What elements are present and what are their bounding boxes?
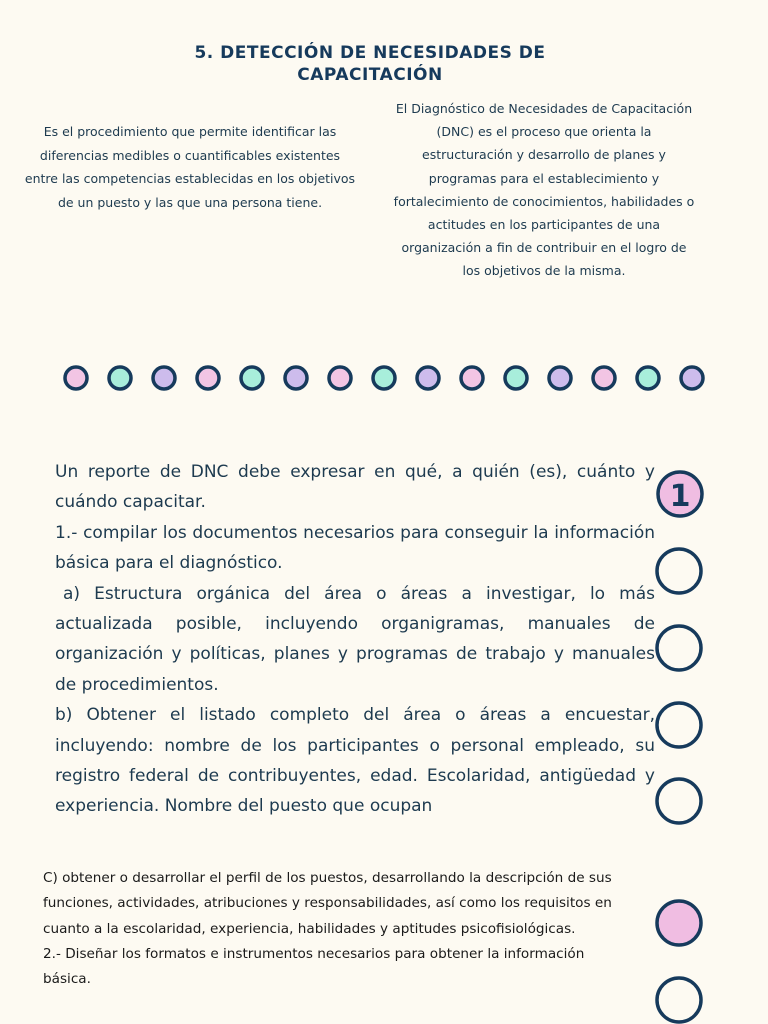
step-2-paragraph: 2.- Diseñar los formatos e instrumentos necesarios para obtener la información básica.: [43, 945, 585, 988]
decorative-dot: [417, 367, 439, 389]
lower-circle-column: [652, 895, 712, 1024]
intro-paragraph: Un reporte de DNC debe expresar en qué, a quién (es), cuánto y cuándo capacitar.: [55, 462, 655, 513]
decorative-dot: [681, 367, 703, 389]
outline-circle: [657, 978, 701, 1022]
decorative-dot: [549, 367, 571, 389]
decorative-dot: [505, 367, 527, 389]
decorative-dot-row: [0, 358, 768, 398]
page-title: 5. DETECCIÓN DE NECESIDADES DE CAPACITACIÓN: [194, 43, 546, 85]
badge-number: 1: [669, 479, 691, 514]
decorative-dot: [65, 367, 87, 389]
definition-left: Es el procedimiento que permite identificar las diferencias medibles o cuantificables existentes entre las competencias establecidas en los objetivos de un puesto y las que una persona tiene.: [24, 124, 356, 210]
item-a-paragraph: a) Estructura orgánica del área o áreas a investigar, lo más actualizada posible, incluyendo organigramas, manuales de organización y políticas, planes y programas de trabajo y manuales de procedimientos.: [55, 583, 655, 695]
outline-circle: [657, 549, 701, 593]
outline-circle: [657, 626, 701, 670]
outline-circle: [657, 703, 701, 747]
decorative-dot: [329, 367, 351, 389]
filled-circle: [657, 901, 701, 945]
definition-right: El Diagnóstico de Necesidades de Capacitación (DNC) es el proceso que orienta la estructuración y desarrollo de planes y programas para el establecimiento y fortalecimiento de conocimientos, habilidades o actitudes en los participantes de una organización a fin de contribuir en el logro de los objetivos de la misma.: [393, 101, 695, 279]
side-circle-column: [652, 462, 712, 842]
decorative-dot: [593, 367, 615, 389]
outline-circle: [657, 779, 701, 823]
decorative-dot: [285, 367, 307, 389]
dnc-report-section: [55, 457, 655, 822]
item-c-paragraph: C) obtener o desarrollar el perfil de los puestos, desarrollando la descripción de sus funciones, actividades, atribuciones y responsabilidades, así como los requisitos en cuanto a la escolaridad, experiencia, habilidades y aptitudes psicofisiológicas.: [43, 870, 612, 937]
decorative-dot: [153, 367, 175, 389]
decorative-dot: [637, 367, 659, 389]
lower-section: [43, 866, 633, 992]
decorative-dot: [109, 367, 131, 389]
step-1-paragraph: 1.- compilar los documentos necesarios para conseguir la información básica para el diagnóstico.: [55, 522, 655, 574]
decorative-dot: [241, 367, 263, 389]
decorative-dot: [373, 367, 395, 389]
decorative-dot: [197, 367, 219, 389]
item-b-paragraph: b) Obtener el listado completo del área o áreas a encuestar, incluyendo: nombre de los participantes o personal empleado, su registro federal de contribuyentes, edad. Escolaridad, antigüedad y experiencia. Nombre del puesto que ocupan: [55, 705, 655, 817]
decorative-dot: [461, 367, 483, 389]
